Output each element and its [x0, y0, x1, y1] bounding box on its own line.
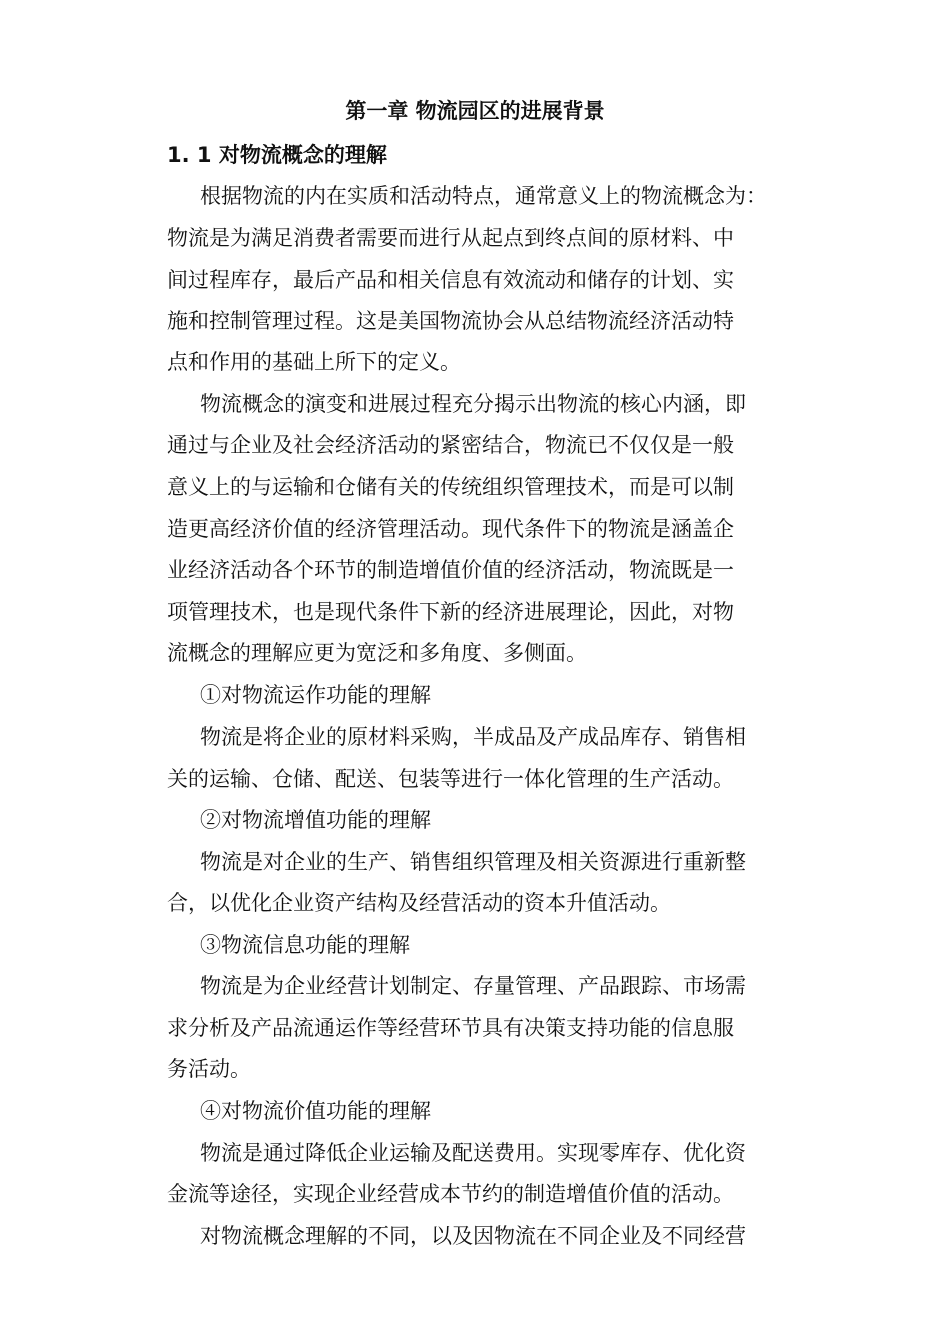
section-heading: 1. 1 对物流概念的理解	[167, 143, 387, 167]
paragraph-line: 对物流概念理解的不同，以及因物流在不同企业及不同经营	[200, 1224, 746, 1248]
paragraph-line: 间过程库存，最后产品和相关信息有效流动和储存的计划、实	[167, 268, 734, 292]
paragraph-line: 根据物流的内在实质和活动特点，通常意义上的物流概念为：	[200, 184, 767, 208]
paragraph-line: 物流是为满足消费者需要而进行从起点到终点间的原材料、中	[167, 226, 734, 250]
paragraph-line: 意义上的与运输和仓储有关的传统组织管理技术，而是可以制	[167, 475, 734, 499]
paragraph-line: 关的运输、仓储、配送、包装等进行一体化管理的生产活动。	[167, 767, 734, 791]
paragraph-line: 求分析及产品流通运作等经营环节具有决策支持功能的信息服	[167, 1016, 734, 1040]
paragraph-line: 项管理技术，也是现代条件下新的经济进展理论，因此，对物	[167, 600, 734, 624]
paragraph-line: 物流是通过降低企业运输及配送费用。实现零库存、优化资	[200, 1141, 746, 1165]
subheading-value-added: ②对物流增值功能的理解	[200, 808, 431, 832]
paragraph-line: 物流是对企业的生产、销售组织管理及相关资源进行重新整	[200, 850, 746, 874]
paragraph-line: 金流等途径，实现企业经营成本节约的制造增值价值的活动。	[167, 1182, 734, 1206]
paragraph-line: 通过与企业及社会经济活动的紧密结合，物流已不仅仅是一般	[167, 433, 734, 457]
chapter-title: 第一章 物流园区的进展背景	[345, 99, 605, 123]
paragraph-line: 务活动。	[167, 1057, 251, 1081]
subheading-operation: ①对物流运作功能的理解	[200, 683, 431, 707]
paragraph-line: 施和控制管理过程。这是美国物流协会从总结物流经济活动特	[167, 309, 734, 333]
paragraph-line: 物流概念的演变和进展过程充分揭示出物流的核心内涵，即	[200, 392, 746, 416]
paragraph-line: 物流是将企业的原材料采购，半成品及产成品库存、销售相	[200, 725, 746, 749]
paragraph-line: 造更高经济价值的经济管理活动。现代条件下的物流是涵盖企	[167, 517, 734, 541]
paragraph-line: 流概念的理解应更为宽泛和多角度、多侧面。	[167, 641, 587, 665]
paragraph-line: 点和作用的基础上所下的定义。	[167, 350, 461, 374]
subheading-information: ③物流信息功能的理解	[200, 933, 410, 957]
paragraph-line: 合，以优化企业资产结构及经营活动的资本升值活动。	[167, 891, 671, 915]
paragraph-line: 业经济活动各个环节的制造增值价值的经济活动，物流既是一	[167, 558, 734, 582]
subheading-value: ④对物流价值功能的理解	[200, 1099, 431, 1123]
paragraph-line: 物流是为企业经营计划制定、存量管理、产品跟踪、市场需	[200, 974, 746, 998]
